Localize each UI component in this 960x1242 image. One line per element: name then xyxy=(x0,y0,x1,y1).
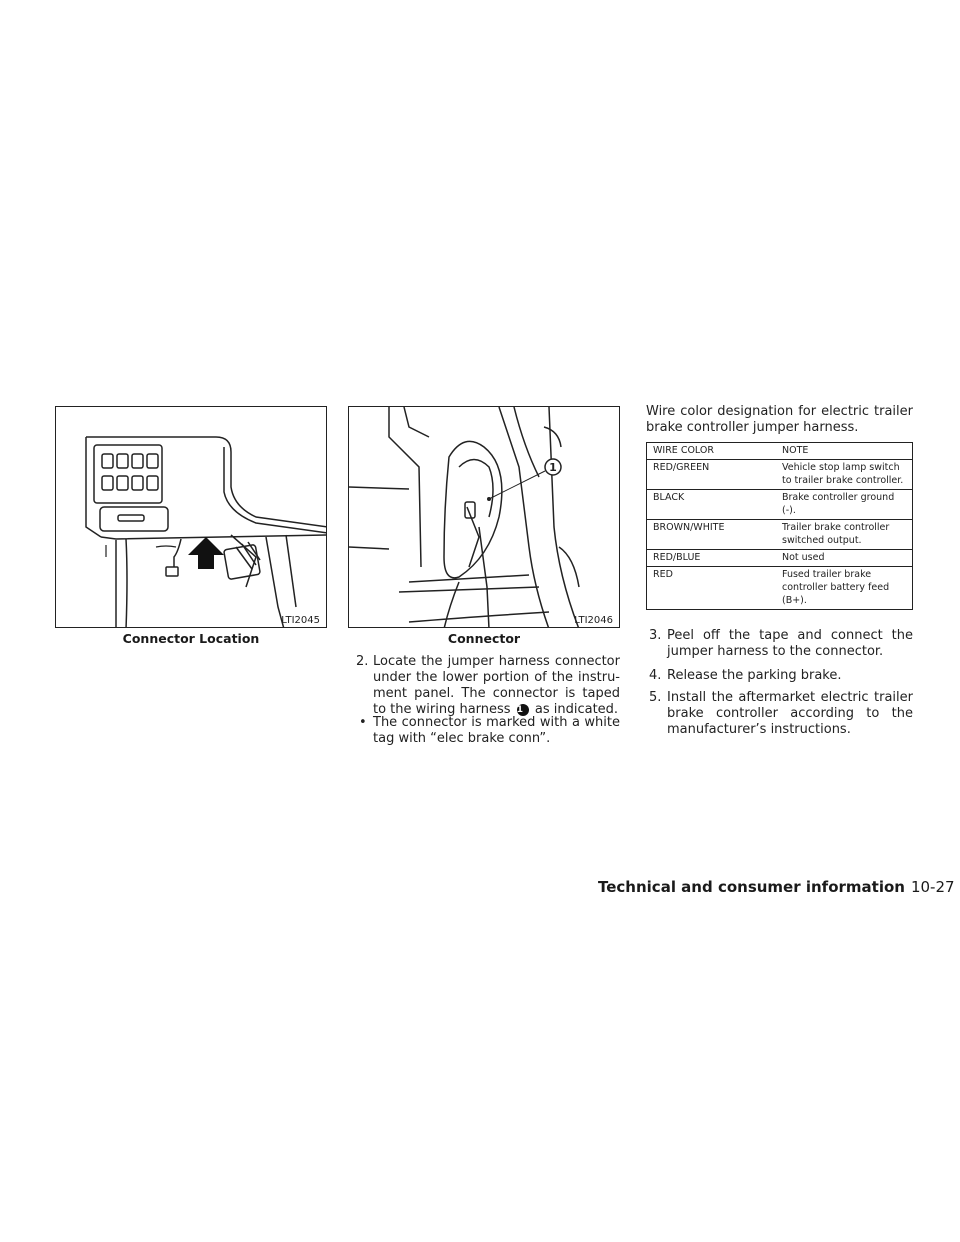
bullet-text: The connector is marked with a white tag with “elec brake conn”. xyxy=(373,715,620,746)
step-number: 5. xyxy=(649,690,662,705)
wire-color-cell: RED/GREEN xyxy=(647,460,777,490)
wire-color-cell: RED/BLUE xyxy=(647,550,777,567)
step-number: 4. xyxy=(649,668,662,683)
wire-color-cell: BROWN/WHITE xyxy=(647,520,777,550)
table-row xyxy=(647,567,913,610)
page-footer xyxy=(598,878,955,896)
step-text-after: as indicated. xyxy=(534,702,619,717)
step-3 xyxy=(649,628,913,662)
wire-color-table xyxy=(646,442,913,610)
section-title: Technical and consumer information xyxy=(598,878,905,896)
wire-table-intro: Wire color designation for electric trailer brake controller jumper harness. xyxy=(646,404,913,435)
step-text xyxy=(373,654,620,718)
note-cell: Not used xyxy=(776,550,913,567)
step-text-before: Locate the jumper harness connector under the lower portion of the instru-ment panel. The connector is taped to the wiring harness xyxy=(373,654,620,717)
wire-color-cell: BLACK xyxy=(647,490,777,520)
step-text: Release the parking brake. xyxy=(667,668,842,683)
connector-location-illustration xyxy=(56,407,327,628)
note-cell: Vehicle stop lamp switch to trailer brake controller. xyxy=(776,460,913,490)
bullet-mark: • xyxy=(359,715,367,730)
bullet-item xyxy=(356,715,620,749)
wire-color-cell: RED xyxy=(647,567,777,610)
callout-badge: 1 xyxy=(517,704,529,716)
figure-code: LTI2045 xyxy=(281,615,320,626)
callout-number: 1 xyxy=(549,461,557,474)
page-number: 10-27 xyxy=(910,878,955,896)
header-note: NOTE xyxy=(776,443,913,460)
figure-connector xyxy=(348,406,620,628)
table-row xyxy=(647,490,913,520)
step-text: Install the aftermarket electric trailer brake controller according to the manufacturer’s instructions. xyxy=(667,690,913,737)
table-row xyxy=(647,460,913,490)
table-row xyxy=(647,520,913,550)
location-arrow xyxy=(188,537,224,569)
note-cell: Trailer brake controller switched output. xyxy=(776,520,913,550)
step-number: 3. xyxy=(649,628,662,643)
step-number: 2. xyxy=(356,654,369,669)
step-text: Peel off the tape and connect the jumper harness to the connector. xyxy=(667,628,913,659)
connector-illustration xyxy=(349,407,620,628)
note-cell: Fused trailer brake controller battery feed (B+). xyxy=(776,567,913,610)
figure-caption: Connector xyxy=(447,631,521,646)
step-4 xyxy=(649,668,913,686)
figure-caption: Connector Location xyxy=(122,631,260,646)
step-5 xyxy=(649,690,913,740)
table-header-row xyxy=(647,443,913,460)
header-wire-color: WIRE COLOR xyxy=(647,443,777,460)
figure-code: LTI2046 xyxy=(574,615,613,626)
table-row xyxy=(647,550,913,567)
note-cell: Brake controller ground (-). xyxy=(776,490,913,520)
figure-connector-location xyxy=(55,406,327,628)
step-2 xyxy=(356,654,620,720)
